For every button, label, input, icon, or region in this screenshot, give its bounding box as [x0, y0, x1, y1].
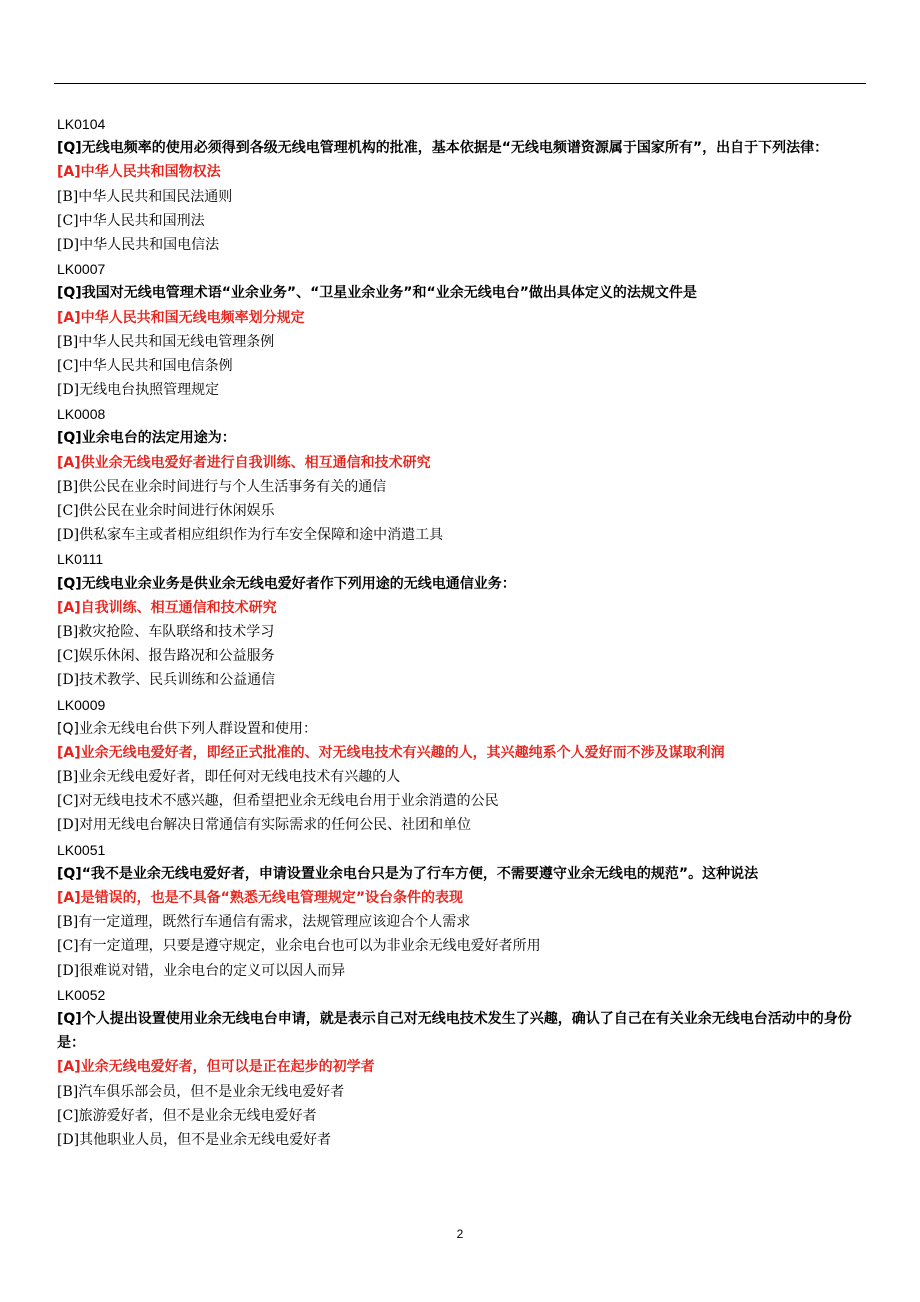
- option-d: [D]技术教学、民兵训练和公益通信: [57, 672, 276, 689]
- option-c: [C]旅游爱好者，但不是业余无线电爱好者: [57, 1107, 317, 1124]
- answer-correct: [A]自我训练、相互通信和技术研究: [57, 599, 277, 616]
- answer-correct: [A]中华人民共和国物权法: [57, 164, 221, 181]
- question-text: [Q]“我不是业余无线电爱好者，申请设置业余电台只是为了行车方便，不需要遵守业余无线电的规范”。这种说法: [57, 865, 759, 882]
- question-block: [57, 257, 869, 402]
- question-id: LK0009: [57, 696, 106, 713]
- question-text: [Q]业余无线电台供下列人群设置和使用：: [57, 720, 317, 737]
- question-block: [57, 402, 869, 547]
- question-block: [57, 983, 869, 1152]
- answer-correct: [A]中华人民共和国无线电频率划分规定: [57, 309, 305, 326]
- question-block: [57, 838, 869, 983]
- option-b: [B]供公民在业余时间进行与个人生活事务有关的通信: [57, 478, 387, 495]
- option-c: [C]有一定道理，只要是遵守规定，业余电台也可以为非业余无线电爱好者所用: [57, 938, 541, 955]
- question-text: [Q]个人提出设置使用业余无线电台申请，就是表示自己对无线电技术发生了兴趣，确认了自己在有关业余无线电台活动中的身份是：: [57, 1010, 852, 1052]
- question-id: LK0051: [57, 841, 106, 858]
- answer-correct: [A]是错误的，也是不具备“熟悉无线电管理规定”设台条件的表现: [57, 890, 464, 907]
- answer-correct: [A]供业余无线电爱好者进行自我训练、相互通信和技术研究: [57, 454, 431, 471]
- option-b: [B]业余无线电爱好者，即任何对无线电技术有兴趣的人: [57, 769, 401, 786]
- option-d: [D]供私家车主或者相应组织作为行车安全保障和途中消遣工具: [57, 527, 444, 544]
- option-d: [D]无线电台执照管理规定: [57, 382, 220, 399]
- question-block: [57, 693, 869, 838]
- page-number: 2: [456, 1227, 464, 1241]
- question-id: LK0008: [57, 406, 106, 423]
- option-d: [D]很难说对错，业余电台的定义可以因人而异: [57, 962, 346, 979]
- question-id: LK0007: [57, 261, 106, 278]
- option-c: [C]中华人民共和国电信条例: [57, 357, 233, 374]
- option-d: [D]对用无线电台解决日常通信有实际需求的任何公民、社团和单位: [57, 817, 472, 834]
- option-b: [B]中华人民共和国无线电管理条例: [57, 333, 275, 350]
- question-block: [57, 112, 869, 257]
- question-text: [Q]业余电台的法定用途为：: [57, 430, 236, 447]
- option-c: [C]供公民在业余时间进行休闲娱乐: [57, 503, 275, 520]
- question-list: [57, 112, 869, 1152]
- question-text: [Q]无线电频率的使用必须得到各级无线电管理机构的批准，基本依据是“无线电频谱资源属于国家所有”，出自于下列法律：: [57, 140, 829, 157]
- option-b: [B]中华人民共和国民法通则: [57, 188, 233, 205]
- option-b: [B]有一定道理，既然行车通信有需求，法规管理应该迎合个人需求: [57, 914, 471, 931]
- question-id: LK0104: [57, 116, 106, 132]
- option-b: [B]汽车俱乐部会员，但不是业余无线电爱好者: [57, 1083, 345, 1100]
- question-text: [Q]无线电业余业务是供业余无线电爱好者作下列用途的无线电通信业务：: [57, 575, 516, 592]
- question-block: [57, 547, 869, 692]
- answer-correct: [A]业余无线电爱好者，即经正式批准的、对无线电技术有兴趣的人，其兴趣纯系个人爱好而不涉及谋取利润: [57, 744, 725, 761]
- question-id: LK0052: [57, 986, 106, 1003]
- question-id: LK0111: [57, 551, 104, 568]
- option-c: [C]对无线电技术不感兴趣，但希望把业余无线电台用于业余消遣的公民: [57, 793, 499, 810]
- answer-correct: [A]业余无线电爱好者，但可以是正在起步的初学者: [57, 1059, 375, 1076]
- option-d: [D]其他职业人员，但不是业余无线电爱好者: [57, 1131, 332, 1148]
- option-b: [B]救灾抢险、车队联络和技术学习: [57, 623, 275, 640]
- option-d: [D]中华人民共和国电信法: [57, 236, 220, 253]
- option-c: [C]中华人民共和国刑法: [57, 212, 205, 229]
- question-text: [Q]我国对无线电管理术语“业余业务”、“卫星业余业务”和“业余无线电台”做出具体定义的法规文件是: [57, 285, 697, 302]
- header-rule: [54, 83, 866, 84]
- option-c: [C]娱乐休闲、报告路况和公益服务: [57, 648, 275, 665]
